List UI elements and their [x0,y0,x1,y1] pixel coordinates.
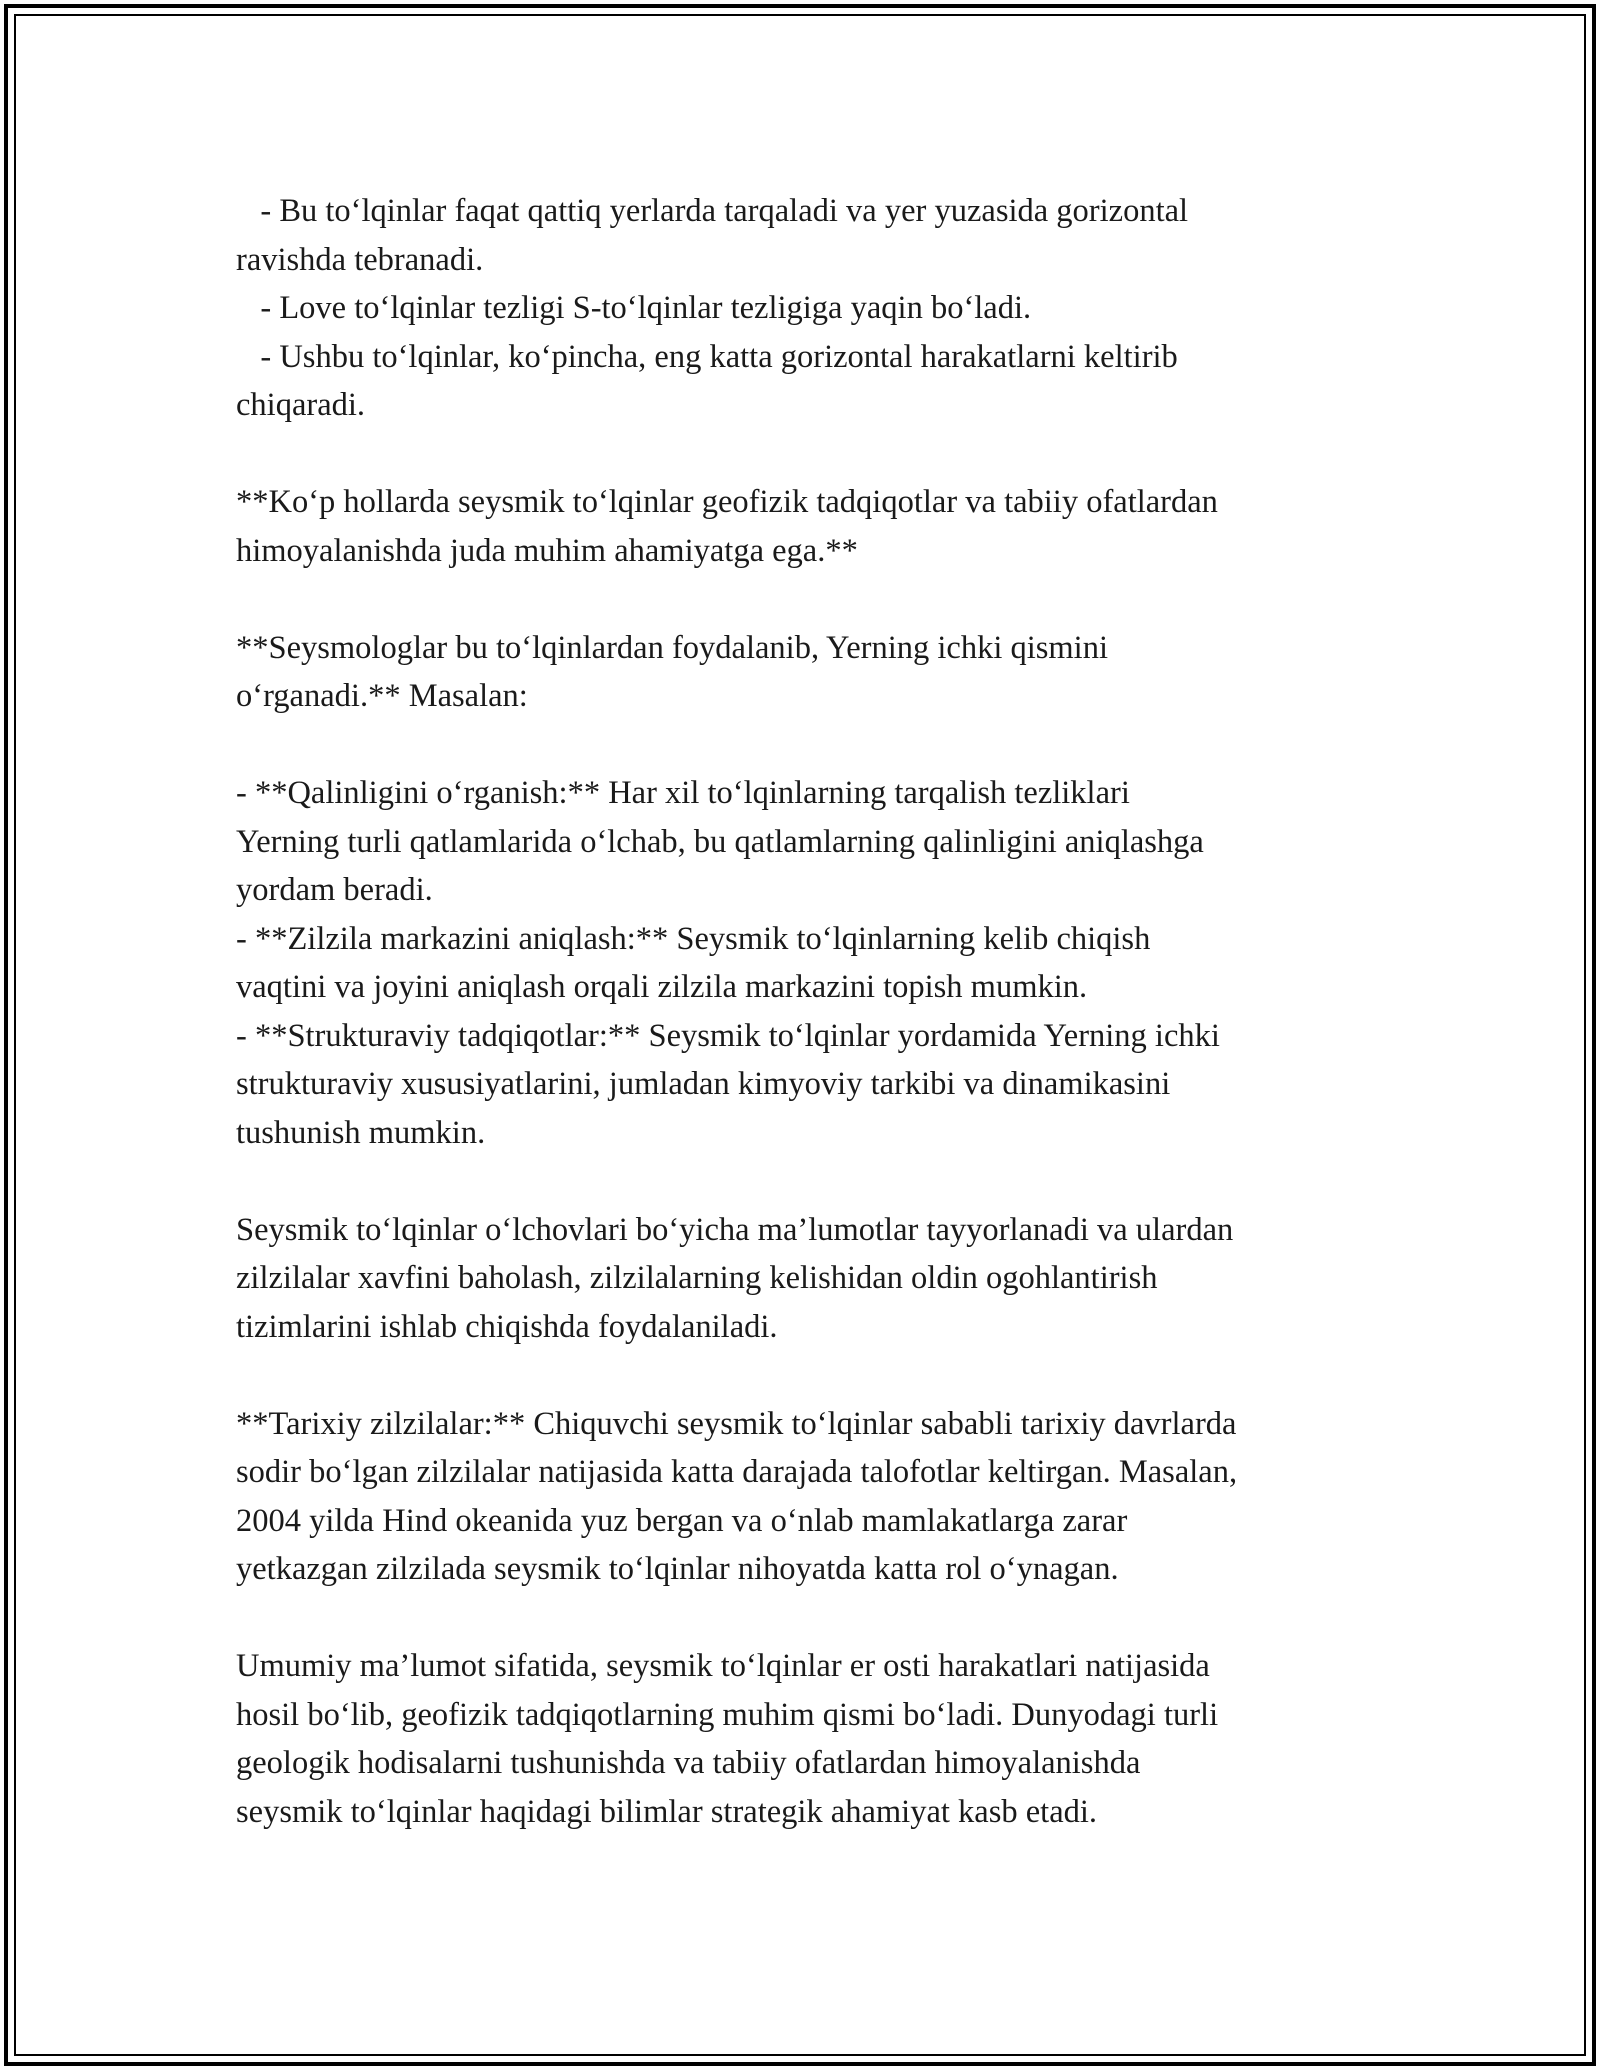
text-line: seysmik to‘lqinlar haqidagi bilimlar strategik ahamiyat kasb etadi. [236,1793,1098,1830]
text-line: - Bu to‘lqinlar faqat qattiq yerlarda tarqaladi va yer yuzasida gorizontal [236,193,1189,229]
text-line: yordam beradi. [236,872,433,908]
text-line: o‘rganadi.** Masalan: [236,678,528,714]
text-line: **Ko‘p hollarda seysmik to‘lqinlar geofizik tadqiqotlar va tabiiy ofatlardan [236,484,1218,520]
text-line: **Tarixiy zilzilalar:** Chiquvchi seysmik to‘lqinlar sababli tarixiy davrlarda [236,1405,1237,1442]
text-line: chiqaradi. [236,387,366,423]
blank-line [236,721,1366,770]
text-line: ravishda tebranadi. [236,241,484,278]
text-line: - **Zilzila markazini aniqlash:** Seysmik to‘lqinlarning kelib chiqish [236,920,1151,957]
blank-line [236,1157,1366,1206]
text-line: - **Qalinligini o‘rganish:** Har xil to‘lqinlarning tarqalish tezliklari [236,775,1130,811]
text-line: hosil bo‘lib, geofizik tadqiqotlarning muhim qismi bo‘ladi. Dunyodagi turli [236,1696,1219,1733]
text-line: Yerning turli qatlamlarida o‘lchab, bu qatlamlarning qalinligini aniqlashga [236,823,1204,860]
text-line: **Seysmologlar bu to‘lqinlardan foydalanib, Yerning ichki qismini [236,629,1108,666]
text-line: zilzilalar xavfini baholash, zilzilalarning kelishidan oldin ogohlantirish [236,1260,1158,1296]
blank-line [236,1351,1366,1400]
text-line: - Love to‘lqinlar tezligi S-to‘lqinlar tezligiga yaqin bo‘ladi. [236,290,1032,326]
blank-line [236,430,1366,479]
blank-line [236,575,1366,624]
blank-line [236,1594,1366,1643]
text-line: - **Strukturaviy tadqiqotlar:** Seysmik to‘lqinlar yordamida Yerning ichki [236,1017,1220,1054]
text-line: yetkazgan zilzilada seysmik to‘lqinlar nihoyatda katta rol o‘ynagan. [236,1551,1119,1587]
text-line: 2004 yilda Hind okeanida yuz bergan va o‘nlab mamlakatlarga zarar [236,1502,1128,1539]
text-line: himoyalanishda juda muhim ahamiyatga ega.** [236,532,858,569]
text-line: geologik hodisalarni tushunishda va tabiiy ofatlardan himoyalanishda [236,1745,1141,1781]
text-line: strukturaviy xususiyatlarini, jumladan kimyoviy tarkibi va dinamikasini [236,1066,1171,1102]
text-line: tizimlarini ishlab chiqishda foydalaniladi. [236,1308,778,1345]
text-line: - Ushbu to‘lqinlar, ko‘pincha, eng katta gorizontal harakatlarni keltirib [236,338,1178,375]
text-line: vaqtini va joyini aniqlash orqali zilzila markazini topish mumkin. [236,969,1088,1005]
text-line: Umumiy ma’lumot sifatida, seysmik to‘lqinlar er osti harakatlari natijasida [236,1648,1210,1684]
document-body [236,187,1366,1836]
text-line: Seysmik to‘lqinlar o‘lchovlari bo‘yicha ma’lumotlar tayyorlanadi va ulardan [236,1211,1234,1248]
text-line: tushunish mumkin. [236,1114,486,1151]
text-line: sodir bo‘lgan zilzilalar natijasida katta darajada talofotlar keltirgan. Masalan, [236,1454,1238,1490]
